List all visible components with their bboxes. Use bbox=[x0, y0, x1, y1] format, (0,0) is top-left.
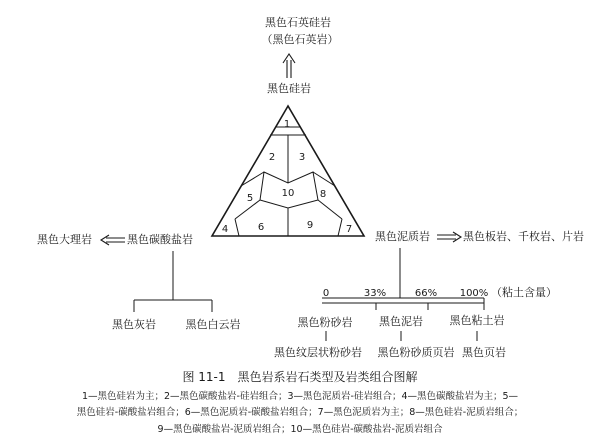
argillaceous-label: 黑色泥质岩 bbox=[375, 230, 430, 243]
figure-caption-title: 图 11-1 黑色岩系岩石类型及岩类组合图解 bbox=[182, 370, 418, 384]
region-number: 4 bbox=[221, 224, 229, 235]
laminated-siltstone-label: 黑色纹层状粉砂岩 bbox=[274, 346, 362, 359]
arrow-up-icon bbox=[283, 54, 295, 78]
scale-tick: 66% bbox=[414, 288, 438, 299]
marble-label: 黑色大理岩 bbox=[37, 233, 92, 246]
quartzite-label: 黑色石英硅岩 bbox=[265, 16, 331, 29]
region-number: 7 bbox=[345, 224, 353, 235]
limestone-label: 黑色灰岩 bbox=[112, 318, 156, 331]
clay-scale bbox=[322, 248, 484, 310]
figure-caption-line: 1—黑色硅岩为主；2—黑色碳酸盐岩-硅岩组合；3—黑色泥质岩-硅岩组合；4—黑色碳酸盐岩为主；5— bbox=[81, 391, 519, 402]
region-number: 10 bbox=[281, 188, 295, 199]
clay-content-label: （粘土含量） bbox=[491, 286, 557, 299]
dolomite-label: 黑色白云岩 bbox=[185, 318, 241, 331]
mudstone-label: 黑色泥岩 bbox=[379, 315, 423, 328]
arrow-right-icon bbox=[437, 232, 461, 242]
region-number: 3 bbox=[298, 152, 306, 163]
scale-tick: 33% bbox=[363, 288, 387, 299]
region-number: 9 bbox=[306, 220, 314, 231]
metamorphic-label: 黑色板岩、千枚岩、片岩 bbox=[463, 230, 584, 243]
quartzite-alt-label: （黑色石英岩） bbox=[261, 33, 339, 46]
siliceous-label: 黑色硅岩 bbox=[267, 82, 311, 95]
carbonate-tree bbox=[134, 251, 212, 312]
arrow-left-icon bbox=[101, 235, 125, 245]
scale-tick: 0 bbox=[322, 288, 330, 299]
region-number: 2 bbox=[268, 152, 276, 163]
claystone-label: 黑色粘土岩 bbox=[449, 314, 505, 327]
shale-label: 黑色页岩 bbox=[462, 346, 506, 359]
carbonate-label: 黑色碳酸盐岩 bbox=[127, 233, 193, 246]
scale-tick: 100% bbox=[459, 288, 489, 299]
figure-caption-line: 9—黑色碳酸盐岩-泥质岩组合；10—黑色硅岩-碳酸盐岩-泥质岩组合 bbox=[157, 424, 443, 435]
region-number: 6 bbox=[257, 222, 265, 233]
region-number: 1 bbox=[283, 119, 291, 130]
silty-shale-label: 黑色粉砂质页岩 bbox=[377, 346, 455, 359]
region-number: 8 bbox=[319, 189, 327, 200]
siltstone-label: 黑色粉砂岩 bbox=[297, 316, 353, 329]
figure-caption-line: 黑色硅岩-碳酸盐岩组合；6—黑色泥质岩-碳酸盐岩组合；7—黑色泥质岩为主；8—黑色硅岩-泥质岩组合； bbox=[76, 407, 524, 418]
region-number: 5 bbox=[246, 193, 254, 204]
